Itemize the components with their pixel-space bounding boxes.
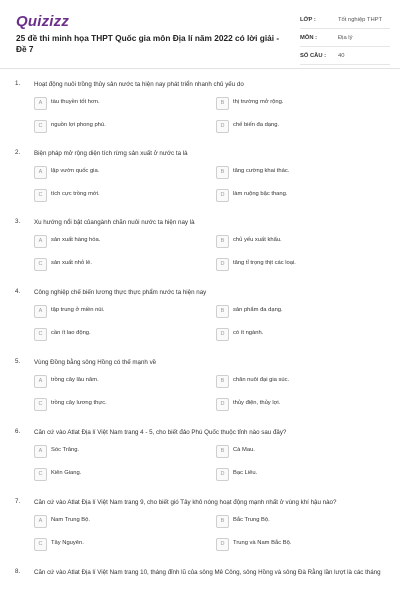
option-text: tàu thuyền tốt hơn.: [51, 99, 100, 105]
option-d[interactable]: [216, 328, 366, 341]
option-letter-box: A: [34, 305, 47, 318]
option-a[interactable]: [34, 166, 184, 179]
option-letter-box: A: [34, 445, 47, 458]
option-text: Bắc Trung Bộ.: [233, 517, 270, 523]
option-text: nguồn lợi phong phú.: [51, 122, 106, 128]
meta-row-count: [300, 50, 390, 65]
option-a[interactable]: [34, 305, 184, 318]
question-text: Hoạt động nuôi trồng thủy sản nước ta hiện nay phát triển nhanh chủ yếu do: [34, 81, 244, 88]
question-text: Biện pháp mở rộng diện tích rừng sản xuất ở nước ta là: [34, 150, 188, 157]
question-text: Vùng Đồng bằng sông Hồng có thế mạnh về: [34, 359, 157, 366]
question-number: 4.: [15, 288, 21, 295]
option-text: Tây Nguyên.: [51, 540, 84, 546]
option-c[interactable]: [34, 398, 184, 411]
option-a[interactable]: [34, 97, 184, 110]
quizizz-logo: Quizizz: [16, 13, 70, 30]
option-letter-box: B: [216, 97, 229, 110]
option-text: Cà Mau.: [233, 447, 255, 453]
question-number: 8.: [15, 568, 21, 575]
option-a[interactable]: [34, 235, 184, 248]
option-text: chủ yếu xuất khẩu.: [233, 237, 282, 243]
option-b[interactable]: [216, 305, 366, 318]
option-letter-box: D: [216, 328, 229, 341]
option-text: chế biến đa dạng.: [233, 122, 280, 128]
option-letter-box: A: [34, 97, 47, 110]
option-text: cần ít lao động.: [51, 330, 91, 336]
question-text: Công nghiệp chế biến lương thực thực phẩm nước ta hiện nay: [34, 289, 207, 296]
option-b[interactable]: [216, 166, 366, 179]
option-text: tăng tỉ trọng thịt các loại.: [233, 260, 296, 266]
option-text: Nam Trung Bộ.: [51, 517, 90, 523]
meta-value: Địa lý: [338, 35, 353, 41]
option-letter-box: A: [34, 235, 47, 248]
option-text: Bạc Liêu.: [233, 470, 258, 476]
option-letter-box: D: [216, 538, 229, 551]
option-d[interactable]: [216, 189, 366, 202]
option-text: thủy điện, thủy lợi.: [233, 400, 281, 406]
option-text: chăn nuôi đại gia súc.: [233, 377, 290, 383]
option-letter-box: D: [216, 258, 229, 271]
question-number: 2.: [15, 149, 21, 156]
option-letter-box: C: [34, 538, 47, 551]
option-letter-box: B: [216, 305, 229, 318]
document-meta: [300, 14, 390, 68]
option-text: thị trường mở rộng.: [233, 99, 284, 105]
option-d[interactable]: [216, 258, 366, 271]
meta-row-class: [300, 14, 390, 29]
option-d[interactable]: [216, 538, 366, 551]
meta-label: LỚP :: [300, 17, 316, 23]
option-letter-box: C: [34, 120, 47, 133]
option-b[interactable]: [216, 515, 366, 528]
question-number: 7.: [15, 498, 21, 505]
option-text: tập trung ở miền núi.: [51, 307, 105, 313]
option-text: trồng cây lâu năm.: [51, 377, 99, 383]
document-title: 25 đề thi minh họa THPT Quốc gia môn Địa lí năm 2022 có lời giải - Đề 7: [16, 33, 280, 54]
option-text: sản phẩm đa dạng.: [233, 307, 283, 313]
question-text: Căn cứ vào Atlat Địa lí Việt Nam trang 4 - 5, cho biết đảo Phú Quốc thuộc tỉnh nào sau đây?: [34, 429, 287, 436]
option-a[interactable]: [34, 375, 184, 388]
option-text: Kiên Giang.: [51, 470, 82, 476]
option-letter-box: D: [216, 468, 229, 481]
option-c[interactable]: [34, 189, 184, 202]
option-text: sản xuất nhỏ lẻ.: [51, 260, 92, 266]
option-c[interactable]: [34, 258, 184, 271]
option-text: Sóc Trăng.: [51, 447, 80, 453]
option-letter-box: C: [34, 189, 47, 202]
option-letter-box: A: [34, 166, 47, 179]
option-a[interactable]: [34, 445, 184, 458]
option-letter-box: B: [216, 375, 229, 388]
option-letter-box: D: [216, 398, 229, 411]
option-text: tích cực trồng mới.: [51, 191, 100, 197]
option-letter-box: D: [216, 189, 229, 202]
option-d[interactable]: [216, 120, 366, 133]
option-text: có ít ngành.: [233, 330, 264, 336]
option-letter-box: A: [34, 375, 47, 388]
meta-value: Tốt nghiệp THPT: [338, 17, 383, 23]
option-text: tăng cường khai thác.: [233, 168, 290, 174]
option-letter-box: D: [216, 120, 229, 133]
option-letter-box: B: [216, 166, 229, 179]
meta-label: SỐ CÂU :: [300, 53, 327, 59]
option-d[interactable]: [216, 468, 366, 481]
option-d[interactable]: [216, 398, 366, 411]
option-letter-box: C: [34, 468, 47, 481]
question-text: Xu hướng nổi bật củangành chăn nuôi nước ta hiện nay là: [34, 219, 195, 226]
option-a[interactable]: [34, 515, 184, 528]
question-text: Căn cứ vào Atlat Địa lí Việt Nam trang 9, cho biết gió Tây khô nóng hoạt động mạnh nhất ở vùng khí hậu nào?: [34, 499, 337, 506]
option-letter-box: B: [216, 445, 229, 458]
option-letter-box: C: [34, 258, 47, 271]
option-letter-box: B: [216, 515, 229, 528]
option-letter-box: C: [34, 398, 47, 411]
option-text: làm ruộng bậc thang.: [233, 191, 288, 197]
option-text: Trung và Nam Bắc Bộ.: [233, 540, 292, 546]
option-c[interactable]: [34, 328, 184, 341]
option-b[interactable]: [216, 235, 366, 248]
option-text: trồng cây lương thực.: [51, 400, 107, 406]
question-number: 6.: [15, 428, 21, 435]
option-c[interactable]: [34, 538, 184, 551]
question-number: 3.: [15, 218, 21, 225]
meta-label: MÔN :: [300, 35, 318, 41]
option-c[interactable]: [34, 120, 184, 133]
question-text: Căn cứ vào Atlat Địa lí Việt Nam trang 10, tháng đỉnh lũ của sông Mê Công, sông Hồng và sông Đà Rằng lần lượt là các tháng: [34, 569, 381, 576]
question-number: 1.: [15, 80, 21, 87]
option-text: lập vườn quốc gia.: [51, 168, 100, 174]
question-number: 5.: [15, 358, 21, 365]
option-text: sản xuất hàng hóa.: [51, 237, 101, 243]
option-c[interactable]: [34, 468, 184, 481]
option-b[interactable]: [216, 97, 366, 110]
meta-row-subject: [300, 32, 390, 47]
option-letter-box: B: [216, 235, 229, 248]
option-letter-box: A: [34, 515, 47, 528]
meta-value: 40: [338, 53, 345, 59]
document-header: [0, 0, 400, 69]
option-b[interactable]: [216, 375, 366, 388]
option-letter-box: C: [34, 328, 47, 341]
option-b[interactable]: [216, 445, 366, 458]
